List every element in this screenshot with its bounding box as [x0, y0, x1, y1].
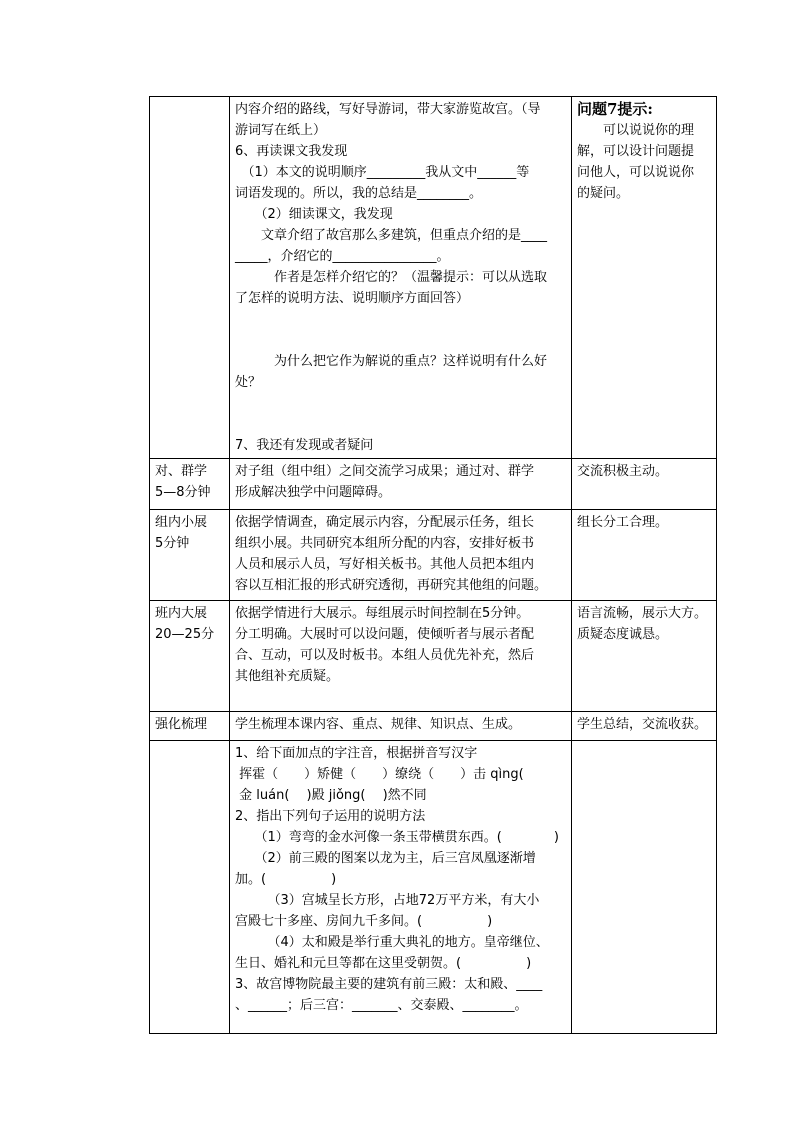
exercise-line: 加。( )	[235, 872, 337, 887]
text-line: 了怎样的说明方法、说明顺序方面回答）	[235, 291, 470, 306]
text-line: 处？	[235, 375, 262, 390]
stage-content-cell	[230, 601, 572, 712]
hint-line: 解，可以设计问题提	[577, 144, 695, 159]
stage-content-cell	[230, 459, 572, 510]
text-line: 游词写在纸上）	[235, 123, 327, 138]
exercise-line: 3、故宫博物院最主要的建筑有前三殿：太和殿、____	[235, 977, 543, 992]
table-row-guide	[150, 97, 717, 459]
exercise-line: （2）前三殿的图案以龙为主，后三宫凤凰逐渐增	[235, 851, 536, 866]
text-line: 人员和展示人员，写好相关板书。其他人员把本组内	[235, 557, 535, 572]
text-line: （2）细读课文，我发现	[235, 207, 393, 222]
stage-cell-empty	[150, 97, 230, 459]
text-line: 为什么把它作为解说的重点？这样说明有什么好	[235, 354, 548, 369]
text-line: 文章介绍了故宫那么多建筑，但重点介绍的是____	[235, 228, 548, 243]
stage-label-cell	[150, 459, 230, 510]
exercise-line: （4）太和殿是举行重大典礼的地方。皇帝继位、	[235, 935, 549, 950]
table-row-exercise	[150, 741, 717, 1034]
exercise-line: 1、给下面加点的字注音，根据拼音写汉字	[235, 746, 478, 761]
stage-remark-cell	[572, 601, 717, 712]
table-row-pair-group	[150, 459, 717, 510]
exercise-content-cell	[230, 741, 572, 1034]
guide-content-cell	[230, 97, 572, 459]
table-row-group-show	[150, 510, 717, 601]
text-line: 容以互相汇报的形式研究透彻，再研究其他组的问题。	[235, 578, 548, 593]
text-line: 词语发现的。所以，我的总结是________。	[235, 186, 483, 201]
exercise-line: 宫殿七十多座、房间九千多间。( )	[235, 914, 493, 929]
exercise-line: 挥霍（ ）矫健（ ）缭绕（ ）击 qìng(	[235, 767, 524, 782]
hint-line: 可以说说你的理	[577, 123, 695, 138]
exercise-line: 2、指出下列句子运用的说明方法	[235, 809, 426, 824]
text-line: 7、我还有发现或者疑问	[235, 438, 374, 453]
stage-remark-cell	[572, 459, 717, 510]
remark-text: 组长分工合理。	[577, 515, 669, 530]
remark-text: 学生总结，交流收获。	[577, 717, 708, 732]
stage-label: 强化梳理	[155, 717, 208, 732]
exercise-line: 金 luán( )殿 jiǒng( )然不同	[235, 788, 427, 803]
text-line: 对子组（组中组）之间交流学习成果；通过对、群学	[235, 464, 535, 479]
hint-title: 问题7提示:	[577, 100, 653, 118]
stage-label: 班内大展	[155, 606, 208, 621]
stage-cell-empty	[150, 741, 230, 1034]
text-line: _____，介绍它的________________。	[235, 249, 450, 264]
stage-time: 20—25分	[155, 627, 215, 642]
stage-remark-cell	[572, 510, 717, 601]
stage-content-cell	[230, 712, 572, 741]
stage-remark-cell	[572, 712, 717, 741]
stage-time: 5—8分钟	[155, 485, 211, 500]
stage-label: 组内小展	[155, 515, 208, 530]
stage-content-cell	[230, 510, 572, 601]
exercise-line: 生日、婚礼和元旦等都在这里受朝贺。( )	[235, 956, 532, 971]
text-line: 分工明确。大展时可以设问题，使倾听者与展示者配	[235, 627, 535, 642]
text-line: 组织小展。共同研究本组所分配的内容，安排好板书	[235, 536, 535, 551]
text-line: 合、互动，可以及时板书。本组人员优先补充，然后	[235, 648, 535, 663]
remark-text: 语言流畅，展示大方。	[577, 606, 708, 621]
text-line: 内容介绍的路线，写好导游词，带大家游览故宫。（导	[235, 102, 541, 117]
exercise-line: （3）宫城呈长方形，占地72万平方米，有大小	[235, 893, 540, 908]
stage-label-cell	[150, 712, 230, 741]
hint-line: 的疑问。	[577, 186, 630, 201]
lesson-plan-table	[149, 96, 717, 1034]
text-line: 其他组补充质疑。	[235, 669, 340, 684]
answer-space	[235, 309, 568, 351]
table-row-consolidate	[150, 712, 717, 741]
text-line: 形成解决独学中问题障碍。	[235, 485, 392, 500]
remark-text: 质疑态度诚恳。	[577, 627, 669, 642]
stage-cell-empty	[572, 741, 717, 1034]
text-line: 依据学情进行大展示。每组展示时间控制在5分钟。	[235, 606, 530, 621]
exercise-line: 、______；后三宫：_______、交泰殿、________。	[235, 998, 528, 1013]
answer-space	[235, 393, 568, 435]
hint-line: 问他人，可以说说你	[577, 165, 695, 180]
exercise-line: （1）弯弯的金水河像一条玉带横贯东西。( )	[235, 830, 559, 845]
text-line: （1）本文的说明顺序_________我从文中______等	[235, 165, 530, 180]
stage-label-cell	[150, 601, 230, 712]
stage-time: 5分钟	[155, 536, 190, 551]
stage-label: 对、群学	[155, 464, 208, 479]
table-row-class-show	[150, 601, 717, 712]
text-line: 依据学情调查，确定展示内容，分配展示任务，组长	[235, 515, 535, 530]
text-line: 学生梳理本课内容、重点、规律、知识点、生成。	[235, 717, 522, 732]
hint-cell	[572, 97, 717, 459]
remark-text: 交流积极主动。	[577, 464, 669, 479]
text-line: 作者是怎样介绍它的？（温馨提示：可以从选取	[235, 270, 548, 285]
stage-label-cell	[150, 510, 230, 601]
text-line: 6、再读课文我发现	[235, 144, 348, 159]
